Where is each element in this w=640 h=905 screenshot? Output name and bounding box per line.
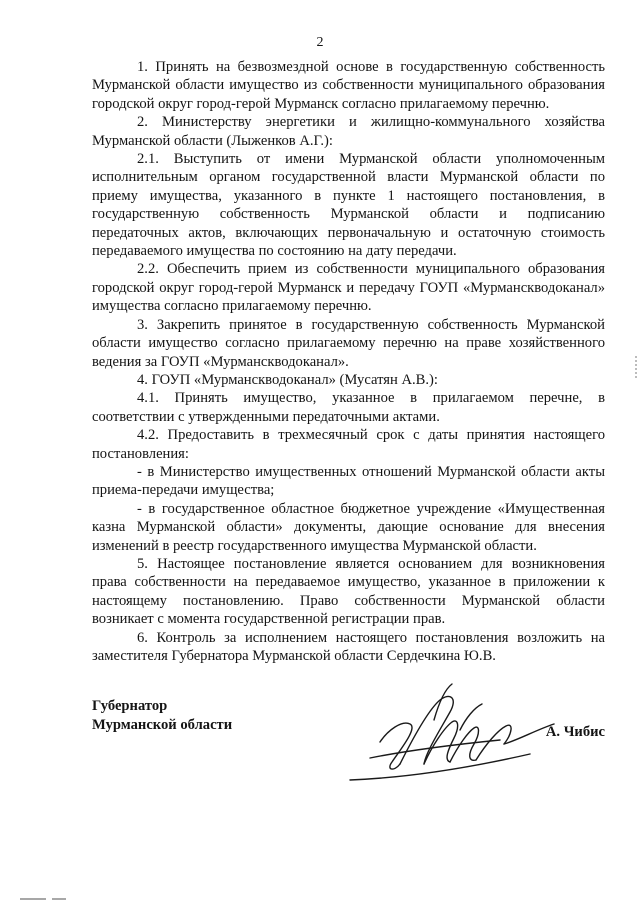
signer-title-line-1: Губернатор [92, 698, 168, 714]
document-body [92, 58, 605, 665]
paragraph-4-1: 4.1. Принять имущество, указанное в прилагаемом перечне, в соответствии с утвержденными передаточными актами. [92, 390, 605, 425]
paragraph-6: 6. Контроль за исполнением настоящего постановления возложить на заместителя Губернатора Мурманской области Сердечкина Ю.В. [92, 629, 605, 664]
handwritten-signature-icon [340, 680, 570, 788]
paragraph-2-1: 2.1. Выступить от имени Мурманской области уполномоченным исполнительным органом государственной власти Мурманской области по приему имущества, указанного в пункте 1 настоящего постановления, в государственную собственность Мурманской области и подписанию передаточных актов, включающих первоначальную и остаточную стоимость передаваемого имущества по состоянию на дату передачи. [92, 151, 605, 260]
paragraph-2: 2. Министерству энергетики и жилищно-коммунального хозяйства Мурманской области (Лыженков А.Г.): [92, 114, 605, 149]
paragraph-5: 5. Настоящее постановление является основанием для возникновения права собственности на передаваемое имущество, указанное в приложении к настоящему постановлению. Право собственности Мурманской области возникает с момента государственной регистрации прав. [92, 555, 605, 628]
signature-block [92, 697, 605, 797]
paragraph-4-2-item-1: - в Министерство имущественных отношений Мурманской области акты приема-передачи имущества; [92, 463, 605, 499]
page-number: 2 [316, 35, 324, 50]
signer-title-line-2: Мурманской области [92, 717, 233, 733]
paragraph-4: 4. ГОУП «Мурманскводоканал» (Мусатян А.В.): [137, 371, 438, 388]
paragraph-4-2-item-2: - в государственное областное бюджетное учреждение «Имущественная казна Мурманской области» документы, дающие основание для внесения изменений в реестр государственного имущества Мурманской области. [92, 500, 605, 554]
paragraph-4-2: 4.2. Предоставить в трехмесячный срок с даты принятия настоящего постановления: [92, 427, 605, 462]
scan-margin-mark-icon [635, 356, 637, 378]
paragraph-3: 3. Закрепить принятое в государственную собственность Мурманской области имущество согласно прилагаемому перечню на праве хозяйственного ведения за ГОУП «Мурманскводоканал». [92, 316, 605, 370]
signer-name: А. Чибис [545, 724, 605, 740]
scan-corner-mark-icon [20, 896, 66, 902]
signer-title [92, 697, 232, 735]
paragraph-2-2: 2.2. Обеспечить прием из собственности муниципального образования городской округ город-герой Мурманск и передачу ГОУП «Мурманскводоканал» имущества согласно прилагаемому перечню. [92, 261, 605, 315]
paragraph-1: 1. Принять на безвозмездной основе в государственную собственность Мурманской области имущество из собственности муниципального образования городской округ город-герой Мурманск согласно прилагаемому перечню. [92, 59, 605, 112]
